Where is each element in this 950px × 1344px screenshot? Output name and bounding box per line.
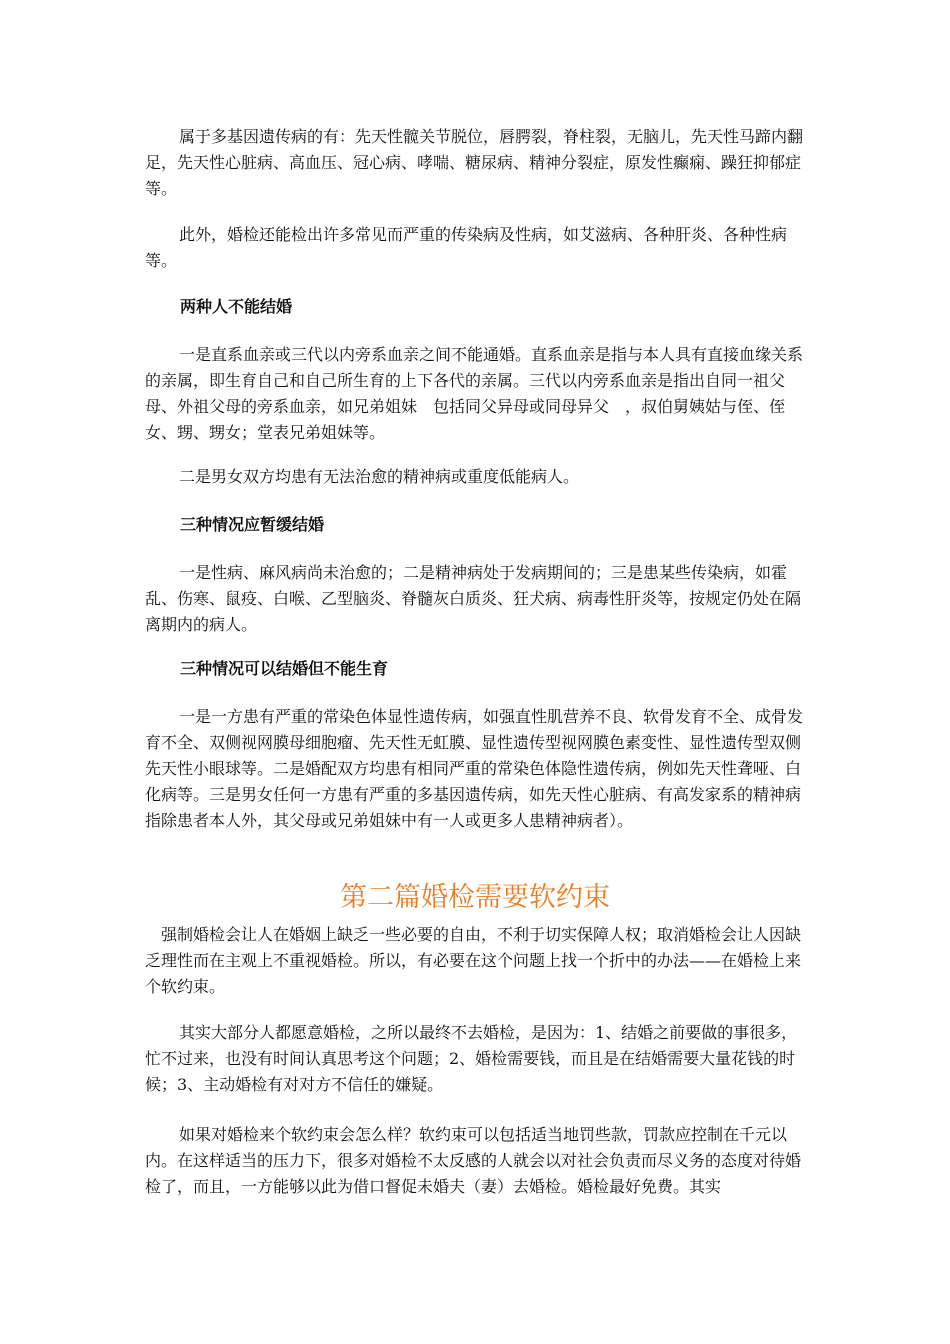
heading-two-cannot-marry: 两种人不能结婚: [180, 297, 293, 316]
paragraph-genetic-conditions: 一是一方患有严重的常染色体显性遗传病，如强直性肌营养不良、软骨发育不全、成骨发育不全、双侧视网膜母细胞瘤、先天性无虹膜、显性遗传型视网膜色素变性、显性遗传型双侧先天性小眼球等。二是婚配双方均患有相同严重的常染色体隐性遗传病，例如先天性聋哑、白化病等。三是男女任何一方患有严重的多基因遗传病，如先天性心脏病、有高发家系的精神病 指除患者本人外，其父母或兄弟姐妹中有一人或更多人患精神病者）。: [145, 707, 818, 830]
paragraph-soft-constraint-proposal: 如果对婚检来个软约束会怎么样？软约束可以包括适当地罚些款，罚款应控制在千元以内。在这样适当的压力下，很多对婚检不太反感的人就会以对社会负责而尽义务的态度对待婚检了，而且，一方能够以此为借口督促未婚夫（妻）去婚检。婚检最好免费。其实: [145, 1125, 802, 1196]
paragraph-reasons: 其实大部分人都愿意婚检，之所以最终不去婚检，是因为：1、结婚之前要做的事很多，忙不过来，也没有时间认真思考这个问题；2、婚检需要钱，而且是在结婚需要大量花钱的时候；3、主动婚检有对对方不信任的嫌疑。: [145, 1023, 798, 1094]
paragraph-mental-illness: 二是男女双方均患有无法治愈的精神病或重度低能病人。: [179, 467, 580, 486]
paragraph-polygenic-diseases: 属于多基因遗传病的有：先天性髋关节脱位，唇腭裂，脊柱裂，无脑儿，先天性马蹄内翻足，先天性心脏病、高血压、冠心病、哮喘、糖尿病、精神分裂症，原发性癫痫、躁狂抑郁症等。: [145, 127, 804, 198]
heading-marry-no-children: 三种情况可以结婚但不能生育: [180, 659, 389, 678]
paragraph-infectious-diseases: 此外，婚检还能检出许多常见而严重的传染病及性病，如艾滋病、各种肝炎、各种性病等。: [145, 225, 788, 270]
paragraph-postpone-conditions: 一是性病、麻风病尚未治愈的；二是精神病处于发病期间的；三是患某些传染病，如霍乱、伤寒、鼠疫、白喉、乙型脑炎、脊髓灰白质炎、狂犬病、病毒性肝炎等，按规定仍处在隔离期内的病人。: [145, 563, 802, 634]
heading-postpone-marriage: 三种情况应暂缓结婚: [180, 515, 325, 534]
paragraph-blood-relatives: 一是直系血亲或三代以内旁系血亲之间不能通婚。直系血亲是指与本人具有直接血缘关系的亲属，即生育自己和自己所生育的上下各代的亲属。三代以内旁系血亲是指出自同一祖父母、外祖父母的旁系血亲，如兄弟姐妹 包括同父异母或同母异父 ，叔伯舅姨姑与侄、侄女、甥、甥女；堂表兄弟姐妹等。: [145, 345, 804, 442]
section-title: 第二篇婚检需要软约束: [340, 882, 610, 913]
paragraph-soft-constraint-intro: 强制婚检会让人在婚姻上缺乏一些必要的自由，不利于切实保障人权；取消婚检会让人因缺乏理性而在主观上不重视婚检。所以，有必要在这个问题上找一个折中的办法——在婚检上来个软约束。: [145, 925, 802, 996]
